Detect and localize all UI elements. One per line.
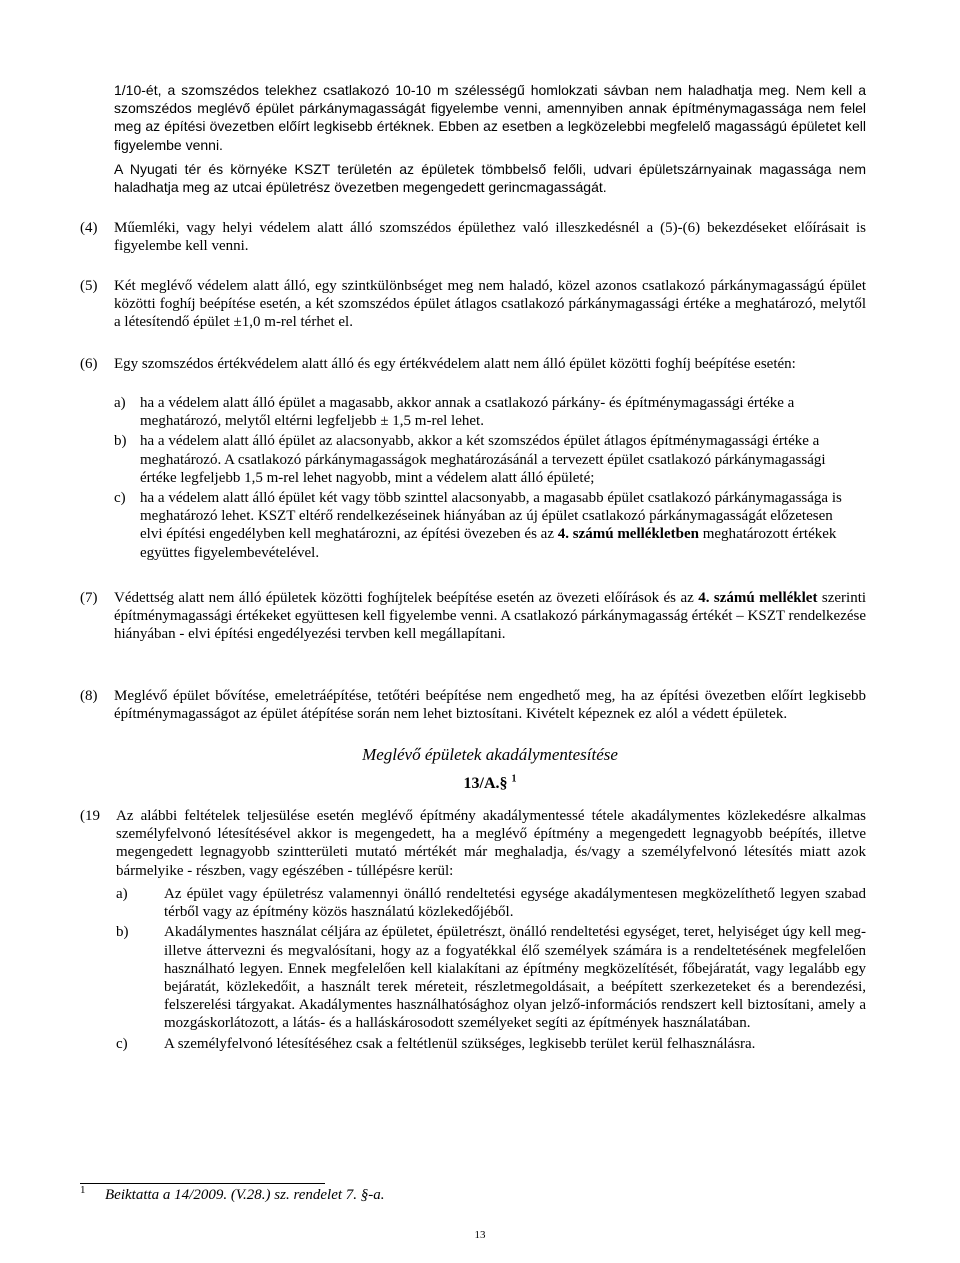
paragraph-4-number: (4) (80, 220, 98, 236)
paragraph-6-text: Egy szomszédos értékvédelem alatt álló és egy értékvédelem alatt nem álló épület közötti foghíj beépítése esetén: (114, 356, 796, 372)
list-item (116, 923, 866, 1032)
paragraph-19-text: Az alábbi feltételek teljesülése esetén meglévő építmény akadálymentessé tétele akadálymentes közlekedésre alkalmas személyfelvonó létesítésével akkor is megengedett, ha a meglévő építmény a megengedett legnagyobb beépítés, illetve megengedett legnagyobb szintterületi mutató mértékét már meghaladja, és/vagy a személyfelvonó létesítés miatt azok bármelyike - részben, vagy egészében - túllépésre kerül: (116, 808, 866, 879)
list-item-text: Akadálymentes használat céljára az épületet, épületrészt, önálló rendeltetési egységet, teret, helyiséget úgy kell meg- illetve áttervezni és megvalósítani, hogy az a fogyatékkal élő személyek számára is a rendeltetésének megfelelően használható legyen. Ennek megfelelően kell kialakítani az építmény megközelítését, főbejáratát, vagy legalább egy bejáratát, közlekedőit, a használt terek méreteit, részletmegoldásait, a beépített szerkezeteket és a berendezési, felszerelési tárgyakat. Akadálymentes használhatósághoz olyan jelző-információs rendszert kell biztosítani, amely a mozgáskorlátozott, a látás- és a halláskárosodott személyeket segíti az építmények használatában. (164, 924, 866, 1032)
list-item-text: Az épület vagy épületrész valamennyi önálló rendeltetési egysége akadálymentesen megközelíthető legyen szabad térből vagy az építmény közös használatú közlekedőjéből. (164, 886, 866, 921)
paragraph-8-number: (8) (80, 688, 98, 704)
paragraph-4-text: Műemléki, vagy helyi védelem alatt álló szomszédos épülethez való illeszkedésnél a (5)-(6) bekezdéseket előírásait is figyelembe kell venni. (114, 220, 866, 255)
list-item (114, 489, 854, 562)
list-item-text: ha a védelem alatt álló épület a magasabb, akkor annak a csatlakozó párkány- és építménymagassági értéke a meghatározó, melytől eltérni legfeljebb ± 1,5 m-rel lehet. (140, 395, 795, 430)
list-item-text-part: ha a védelem alatt álló épület két vagy több szinttel alacsonyabb, a magasabb épület csatlakozó párkánymagassága is meghatározó lehet. KSZT eltérő rendelkezéseinek hiányában az új épület csatlakozó párkánymagasságát előzetesen elvi építési engedélyben kell meghatározni, az építési övezeben és az (140, 490, 842, 543)
paragraph-6-number: (6) (80, 356, 98, 372)
intro-paragraph-2: A Nyugati tér és környéke KSZT területén az épületek tömbbelső felőli, udvari épületszárnyainak magassága nem haladhatja meg az utcai épületrész övezetben megengedett gerincmagasságát. (114, 161, 866, 196)
list-item-text-part: meghatározott értékek együttes figyelembevételével. (140, 526, 837, 561)
annex-reference: 4. számú mellékletben (557, 526, 699, 543)
paragraph-8-text: Meglévő épület bővítése, emeletráépítése, tetőtéri beépítése nem engedhető meg, ha az építési övezetben előírt legkisebb építménymagasságot az épület átépítése során nem lehet biztosítani. Kivételt képeznek ez alól a védett épületek. (114, 688, 866, 723)
section-title: Meglévő épületek akadálymentesítése (362, 745, 618, 764)
list-item-text: ha a védelem alatt álló épület az alacsonyabb, akkor a két szomszédos épület átlagos építménymagassági értéke a meghatározó. A csatlakozó párkánymagasságok meghatározásánál a tervezett épület csatlakozó párkánymagassági értéke legfeljebb 1,5 m-rel lehet nagyobb, mint a védelem alatt álló épületé; (140, 433, 826, 486)
list-item (116, 885, 866, 921)
section-number-text: 13/A.§ (463, 775, 508, 792)
list-item (116, 1035, 866, 1053)
list-item (114, 394, 854, 430)
annex-reference: 4. számú melléklet (698, 590, 818, 606)
page-number: 13 (474, 1229, 486, 1241)
list-item-label: b) (114, 433, 127, 450)
paragraph-7-text-part: szerinti építménymagassági értékeket együttesen kell figyelembe venni. A csatlakozó párkánymagasság értékét – KSZT rendelkezése hiányában - elvi építési engedélyezési tervben kell megállapítani. (114, 590, 867, 643)
list-item-label: a) (116, 886, 128, 902)
paragraph-6-list (114, 394, 854, 562)
paragraph-7-text (114, 589, 866, 644)
footnote-text: Beiktatta a 14/2009. (V.28.) sz. rendelet 7. §-a. (105, 1187, 385, 1203)
footnote-marker: 1 (80, 1184, 86, 1196)
paragraph-5-number: (5) (80, 278, 98, 294)
list-item-text (140, 489, 854, 562)
list-item-text: A személyfelvonó létesítéséhez csak a feltétlenül szükséges, legkisebb terület kerül felhasználásra. (164, 1035, 756, 1052)
intro-paragraph-1: 1/10-ét, a szomszédos telekhez csatlakozó 10-10 m szélességű homlokzati sávban nem haladhatja meg. Nem kell a szomszédos meglévő épület párkánymagasságát figyelembe venni, amennyiben annak építménymagassága nem felel meg az építési övezetben előírt legkisebb értéknek. Ebben az esetben a legközelebbi megfelelő magasságú épületet kell figyelembe venni. (114, 82, 866, 153)
list-item-label: c) (114, 490, 126, 507)
section-number (114, 775, 866, 793)
footnote-separator (80, 1183, 325, 1184)
paragraph-5-text: Két meglévő védelem alatt álló, egy szintkülönbséget meg nem haladó, közel azonos csatlakozó párkánymagasságú épület közötti foghíj beépítése esetén, a két szomszédos épület átlagos csatlakozó párkánymagassági értéke a meghatározó, melytől a létesítendő épület ±1,0 m-rel térhet el. (114, 278, 866, 331)
paragraph-19-list (116, 885, 866, 1053)
footnote-reference: 1 (511, 773, 517, 785)
list-item (114, 432, 854, 487)
list-item-label: b) (116, 924, 129, 941)
paragraph-7-text-part: Védettség alatt nem álló épületek közötti foghíjtelek beépítése esetén az övezeti előírások és az (114, 590, 694, 606)
list-item-label: a) (114, 395, 126, 411)
list-item-label: c) (116, 1035, 128, 1052)
paragraph-7-number: (7) (80, 590, 98, 606)
paragraph-19-number: (19 (80, 808, 100, 824)
footnote (80, 1186, 385, 1204)
